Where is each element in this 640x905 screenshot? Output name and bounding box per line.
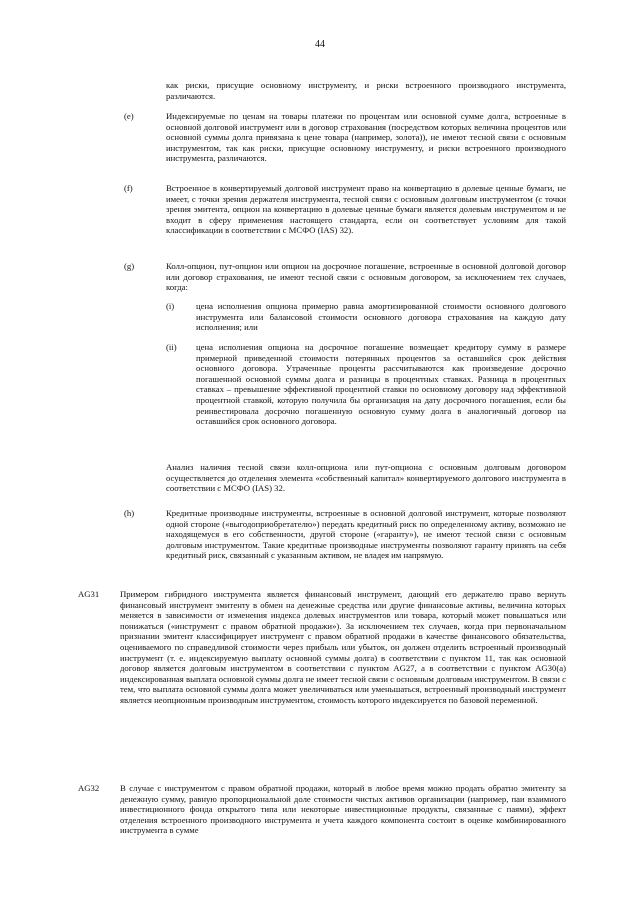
paragraph-label-ag32: AG32: [78, 783, 100, 793]
item-text-e: Индексируемые по ценам на товары платежи по процентам или основной сумме долга, встроенные в основной долговой инструмент или в договор страхования (посредством которых величина процентов или основной суммы долга привязана к цене товара (например, золота)), не имеют тесной связи с основным инструментом, так как риски, присущие основному инструменту, и риски встроенного производного инструмента, различаются.: [166, 111, 566, 164]
subitem-text-i: цена исполнения опциона примерно равна амортизированной стоимости основного долгового инструмента или балансовой стоимости основного договора страхования на каждую дату исполнения; или: [196, 301, 566, 333]
paragraph-text-ag31: Примером гибридного инструмента является финансовый инструмент, дающий его держателю право вернуть финансовый инструмент эмитенту в обмен на денежные средства или другие финансовые активы, величина которых меняется в зависимости от изменения индекса долевых инструментов или товара, который может повышаться или понижаться («инструмент с правом обратной продажи»). За исключением тех случаев, когда при первоначальном признании эмитент классифицирует инструмент с правом обратной продажи в качестве финансового обязательства, оцениваемого по справедливой стоимости через прибыль или убыток, он должен отделить встроенный производный инструмент (т. е. индексируемую выплату основной суммы долга) в соответствии с пунктом 11, так как основной договор является долговым инструментом в соответствии с пунктом AG27, а в соответствии с пунктом AG30(a) индексированная выплата основной суммы долга не имеет тесной связи с основным долговым инструментом. В связи с тем, что выплата основной суммы долга может увеличиваться или уменьшаться, встроенный производный инструмент является неопционным производным инструментом, стоимость которого индексируется по базовой переменной.: [120, 589, 566, 705]
paragraph-text-ag32: В случае с инструментом с правом обратной продажи, который в любое время можно продать обратно эмитенту за денежную сумму, равную пропорциональной доле стоимости чистых активов организации (например, паи взаимного инвестиционного фонда открытого типа или некоторые инвестиционные продукты, связанные с паями), эффект отделения встроенного производного инструмента и учета каждого компонента состоит в оценке комбинированного инструмента в сумме: [120, 783, 566, 836]
item-g-after-text: Анализ наличия тесной связи колл-опциона или пут-опциона с основным долговым договором осуществляется до отделения элемента «собственный капитал» конвертируемого долгового инструмента в соответствии с МСФО (IAS) 32.: [166, 462, 566, 494]
continuation-text: как риски, присущие основному инструменту, и риски встроенного производного инструмента, различаются.: [166, 80, 566, 101]
page-number: 44: [315, 39, 325, 50]
item-text-f: Встроенное в конвертируемый долговой инструмент право на конвертацию в долевые ценные бумаги, не имеет, с точки зрения держателя инструмента, тесной связи с основным долговым инструментом (с точки зрения эмитента, опцион на конвертацию в долевые ценные бумаги является долевым инструментом и не входит в сферу применения настоящего стандарта, если он соответствует условиям для такой классификации в соответствии с МСФО (IAS) 32).: [166, 183, 566, 236]
paragraph-label-ag31: AG31: [78, 589, 100, 599]
subitem-text-ii: цена исполнения опциона на досрочное погашение возмещает кредитору сумму в размере примерной приведенной стоимости потерянных процентов за оставшийся срок действия основного договора. Утраченные проценты рассчитываются как произведение досрочно погашенной основной суммы долга и разницы в процентных ставках. Разница в процентных ставках – превышение эффективной процентной ставки по основному договору над эффективной процентной ставкой, которую получила бы организация на дату досрочного погашения, если бы реинвестировала досрочно погашенную основную сумму долга в аналогичный договор на оставшийся срок основного договора.: [196, 342, 566, 427]
item-text-h: Кредитные производные инструменты, встроенные в основной долговой инструмент, которые позволяют одной стороне («выгодоприобретателю») передать кредитный риск по определенному активу, возможно не находящемуся в его собственности, другой стороне («гаранту»), не имеют тесной связи с основным долговым инструментом. Такие кредитные производные инструменты позволяют гаранту принять на себя кредитный риск, связанный с указанным активом, не владея им напрямую.: [166, 508, 566, 561]
item-label-e: (e): [124, 111, 134, 121]
item-label-f: (f): [124, 183, 133, 193]
subitem-label-i: (i): [166, 301, 175, 311]
subitem-label-ii: (ii): [166, 342, 177, 352]
item-label-h: (h): [124, 508, 135, 518]
item-label-g: (g): [124, 261, 135, 271]
item-text-g: Колл-опцион, пут-опцион или опцион на досрочное погашение, встроенные в основной долговой договор или договор страхования, не имеют тесной связи с основным договором, за исключением тех случаев, когда:: [166, 261, 566, 293]
